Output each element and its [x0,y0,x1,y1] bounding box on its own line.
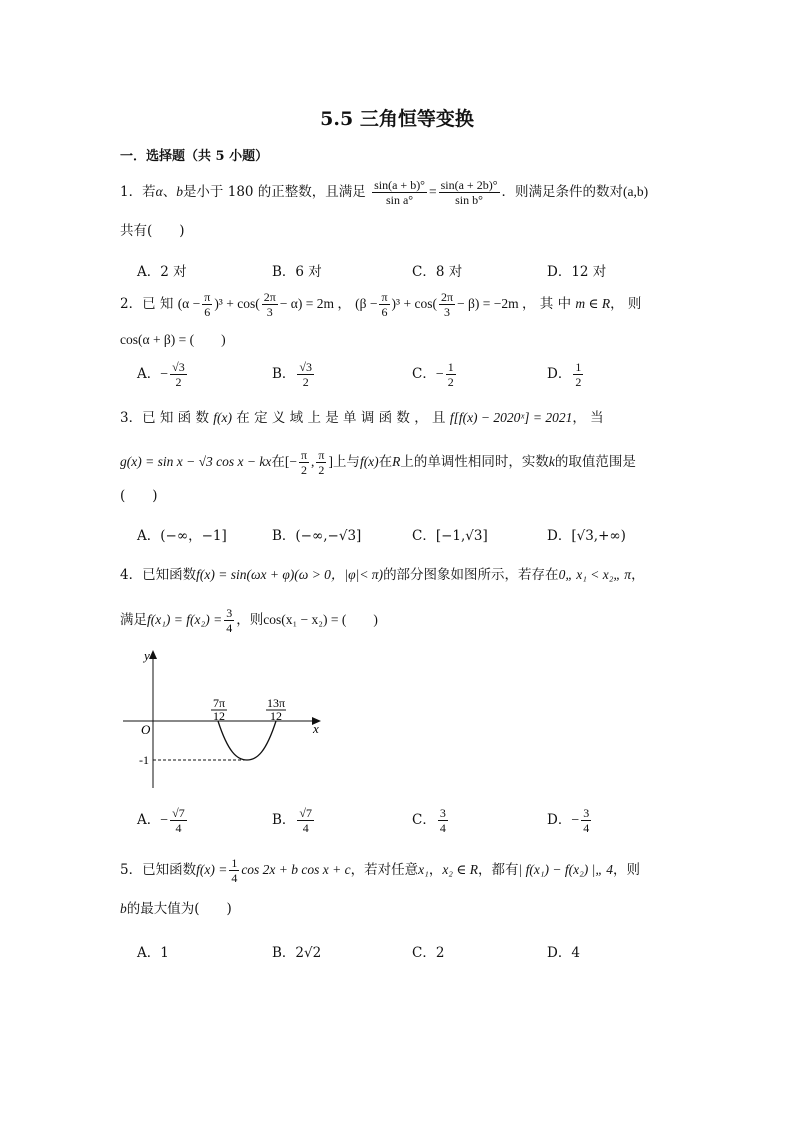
q5-x1: x₁ [418,862,429,877]
q2-frac-pi-6-b: $\frac{\pi}{6}$ [381,290,388,319]
q4-line2-a: 满足 [120,612,147,628]
q1-option-d[interactable]: D．12 对 [547,264,607,280]
q3-interval-c: ] [328,454,333,469]
q4-option-c[interactable]: C． $\frac{3}{4}$ [412,806,446,835]
q1-text-c: ．则满足条件的数对 [501,184,623,200]
q4-line2-c: ，则 [236,612,264,628]
q3-text-a: 已 知 函 数 [142,410,209,426]
q5-x2: x₂ ∈ R [442,862,478,877]
page-title: 5.5 三角恒等变换 [320,108,474,130]
q2-frac-2pi-3-b: $\frac{2\pi}{3}$ [440,290,454,319]
q3-option-c[interactable]: C．[−1,√3] [412,528,488,544]
q3-option-a[interactable]: A．(−∞，−1] [137,528,227,544]
q2-line-2: cos(α + β) = ( ) [120,332,226,347]
q5-fx-b: cos 2x + b cos x + c [241,862,351,877]
q4-number: 4． [120,567,143,583]
q2-option-a[interactable]: A．− $\frac{√3}{2}$ [137,360,185,389]
q1-fraction-1: $\frac{\sin(a + b)^\circ}{\text{sin a°}}$ [374,178,425,207]
q2-option-d[interactable]: D． $\frac{1}{2}$ [547,360,582,389]
q2-expr-1c: − α) = 2m ， [279,296,351,311]
q2-expr-2c: − β) = −2m ， [457,296,536,311]
q3-g: g(x) = sin x − √3 cos x − kx [120,454,272,469]
q3-line-3: ( ) [120,488,158,504]
question-1-line-1 [120,178,648,207]
q5-text-a: 已知函数 [142,862,197,878]
q2-frac-2pi-3-a: $\frac{2\pi}{3}$ [263,290,276,319]
q1-equals: = [428,184,437,199]
graph-min-label: -1 [139,753,149,767]
q3-text-f: 在 [378,454,393,470]
question-5-line-2 [120,899,232,919]
q5-frac-1-4: $\frac{1}{4}$ [231,856,238,885]
graph-tick-1-denominator: 12 [213,709,225,723]
q5-line2-b: 的最大值为( ) [126,901,232,917]
q5-option-c[interactable]: C．2 [412,945,445,961]
q3-number: 3． [120,410,143,426]
q4-line2-d: cos(x₁ − x₂) = ( ) [263,612,378,627]
q2-expr-1a: (α − [177,296,201,311]
question-3-line-2 [120,448,636,477]
graph-origin-label: O [141,722,151,737]
question-4-line-1 [120,565,645,585]
graph-tick-2-numerator: 13π [266,696,286,710]
q3-option-d[interactable]: D．[√3,+∞) [547,528,626,544]
q4-function-graph [115,640,335,800]
graph-tick-2-denominator: 12 [270,709,282,723]
q4-condition: 0„ x₁ < x₂„ π [558,567,632,582]
q5-fx-a: f(x) = [196,862,228,877]
q3-text-b: 在 定 义 域 上 是 单 调 函 数 ， 且 [236,410,446,426]
q4-text-b: 的部分图象如图所示，若存在 [383,567,559,583]
q1-line-2: 共有( ) [120,223,185,239]
q4-text-a: 已知函数 [142,567,197,583]
q4-line2-b: f(x₁) = f(x₂) = [147,612,223,627]
q5-text-b: ，若对任意 [350,862,419,878]
q2-expr-2a: (β − [355,296,378,311]
q3-option-b[interactable]: B．(−∞,−√3] [272,528,362,544]
q1-number: 1． [120,184,143,200]
q3-R: R [392,454,401,469]
q5-number: 5． [120,862,143,878]
q2-text-c: ， 则 [610,296,642,312]
graph-x-label: x [313,721,319,736]
q2-option-b[interactable]: B． $\frac{√3}{2}$ [272,360,313,389]
q1-pair: (a,b) [623,184,649,199]
q1-option-c[interactable]: C．8 对 [412,264,463,280]
q3-interval-b: , [311,454,315,469]
q3-text-g: 上的单调性相同时，实数 [400,454,549,470]
q1-option-a[interactable]: A．2 对 [137,264,187,280]
q3-k: k [548,454,555,469]
q3-text-h: 的取值范围是 [554,454,636,470]
q4-option-d[interactable]: D．− $\frac{3}{4}$ [547,806,590,835]
question-4-line-2 [120,606,378,635]
q4-text-c: ， [631,567,645,583]
q2-option-c[interactable]: C．− $\frac{1}{2}$ [412,360,454,389]
q2-expr-1b: )³ + cos( [214,296,260,311]
q3-text-e: 上与 [332,454,360,470]
q2-number: 2． [120,296,143,312]
q2-text-b: 其 中 [539,296,572,312]
q2-expr-2b: )³ + cos( [391,296,437,311]
graph-curve [218,721,276,760]
q3-text-d: 在 [271,454,285,470]
q1-option-b[interactable]: B．6 对 [272,264,322,280]
q3-condition: f[f(x) − 2020ˣ] = 2021 [449,410,573,425]
q2-text-a: 已 知 [142,296,174,312]
q1-var-a: α [155,184,163,199]
q3-frac-pi-2-a: $\frac{\pi}{2}$ [300,448,307,477]
q5-option-b[interactable]: B．2√2 [272,945,322,961]
q3-frac-pi-2-b: $\frac{\pi}{2}$ [318,448,325,477]
q5-text-d: ，则 [613,862,641,878]
q1-text-a: 若 [142,184,156,200]
graph-y-arrow-icon [149,650,157,659]
q1-sep: 、 [162,184,177,200]
question-2-line-1 [120,290,641,319]
q5-option-a[interactable]: A．1 [137,945,169,961]
q3-interval-a: [− [284,454,297,469]
q4-fx: f(x) = sin(ωx + φ)(ω > 0，|φ|< π) [196,567,384,582]
q4-option-b[interactable]: B． $\frac{√7}{4}$ [272,806,313,835]
q5-var-b: b [120,901,127,916]
question-5-line-1 [120,856,640,885]
question-3-line-1 [120,408,604,428]
q3-fx: f(x) [213,410,232,425]
q4-frac-3-4: $\frac{3}{4}$ [226,606,233,635]
q2-frac-pi-6-a: $\frac{\pi}{6}$ [204,290,211,319]
q5-option-d[interactable]: D．4 [547,945,580,961]
q3-text-c: ， 当 [572,410,604,426]
q5-text-c: ，都有 [478,862,519,878]
q3-fx-2: f(x) [359,454,379,469]
q2-condition: m ∈ R [575,296,611,311]
q5-condition: | f(x₁) − f(x₂) |„ 4 [518,862,614,877]
q5-sep: ， [428,862,443,878]
q4-option-a[interactable]: A．− $\frac{√7}{4}$ [137,806,185,835]
section-heading: 一．选择题（共 5 小题） [120,149,269,164]
graph-y-label: y [144,648,150,663]
q1-fraction-2: $\frac{\sin(a + 2b)^\circ}{\text{sin b°}}$ [440,178,498,207]
q1-var-b: b [176,184,183,199]
graph-tick-1-numerator: 7π [212,696,226,710]
q1-text-b: 是小于 180 的正整数，且满足 [182,184,366,200]
